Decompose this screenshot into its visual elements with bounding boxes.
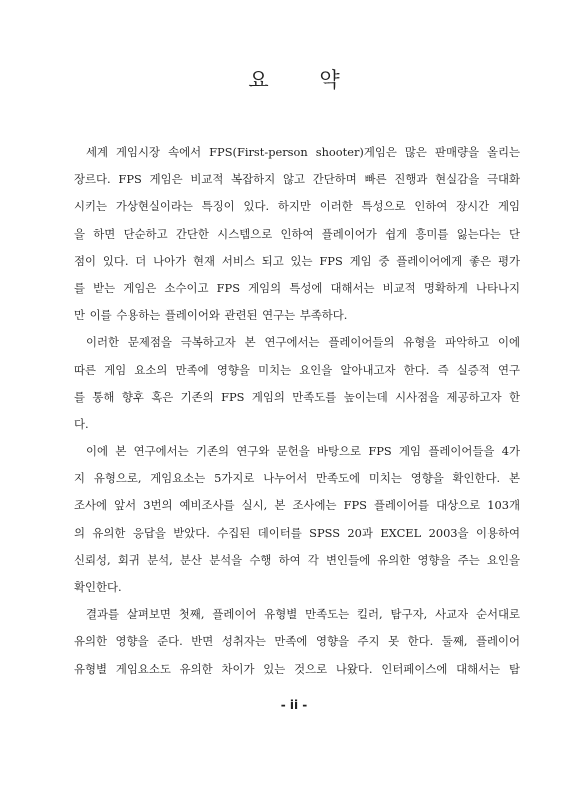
text-line: 신뢰성, 회귀 분석, 분산 분석을 수행 하여 각 변인들에 유의한 영향을 주는 요인을 bbox=[74, 552, 520, 567]
paragraph bbox=[74, 329, 520, 438]
text-line: 이에 본 연구에서는 기존의 연구와 문헌을 바탕으로 FPS 게임 플레이어들을 4가 bbox=[86, 444, 520, 459]
text-line: 지 유형으로, 게임요소는 5가지로 나누어서 만족도에 미치는 영향을 확인한다. 본 bbox=[74, 471, 520, 486]
text-line: 의 유의한 응답을 받았다. 수집된 데이터를 SPSS 20과 EXCEL 2003을 이용하여 bbox=[74, 525, 520, 540]
text-line: 점이 있다. 더 나아가 현재 서비스 되고 있는 FPS 게임 중 플레이어에게 좋은 평가 bbox=[74, 253, 520, 268]
text-line: 를 받는 게임은 소수이고 FPS 게임의 특성에 대해서는 비교적 명확하게 나타나지 bbox=[74, 280, 520, 295]
paragraph bbox=[74, 438, 520, 601]
text-line: 유의한 영향을 준다. 반면 성취자는 만족에 영향을 주지 못 한다. 둘째, 플레이어 bbox=[74, 634, 520, 649]
text-line: 확인한다. bbox=[74, 580, 122, 594]
text-line: 를 통해 향후 혹은 기존의 FPS 게임의 만족도를 높이는데 시사점을 제공하고자 한 bbox=[74, 389, 520, 404]
text-line: 이러한 문제점을 극복하고자 본 연구에서는 플레이어들의 유형을 파악하고 이에 bbox=[86, 335, 520, 350]
paragraph bbox=[74, 601, 520, 683]
paragraph bbox=[74, 139, 520, 329]
text-line: 결과를 살펴보면 첫째, 플레이어 유형별 만족도는 킬러, 탐구자, 사교자 순서대로 bbox=[86, 607, 520, 622]
text-line: 조사에 앞서 3번의 예비조사를 실시, 본 조사에는 FPS 플레이어를 대상으로 103개 bbox=[74, 498, 520, 513]
text-line: 유형별 게임요소도 유의한 차이가 있는 것으로 나왔다. 인터페이스에 대해서는 탐 bbox=[74, 661, 520, 676]
text-line: 시키는 가상현실이라는 특징이 있다. 하지만 이러한 특성으로 인하여 장시간 게임 bbox=[74, 199, 520, 214]
abstract-body bbox=[74, 139, 520, 683]
page-number: - ii - bbox=[280, 698, 308, 712]
page-title: 요 약 bbox=[248, 68, 362, 92]
text-line: 세계 게임시장 속에서 FPS(First-person shooter)게임은 많은 판매량을 올리는 bbox=[86, 145, 520, 159]
text-line: 장르다. FPS 게임은 비교적 복잡하지 않고 간단하며 빠른 진행과 현실감을 극대화 bbox=[74, 172, 520, 187]
text-line: 을 하면 단순하고 간단한 시스템으로 인하여 플레이어가 쉽게 흥미를 잃는다는 단 bbox=[74, 226, 520, 241]
text-line: 다. bbox=[74, 416, 89, 431]
text-line: 따른 게임 요소의 만족에 영향을 미치는 요인을 알아내고자 한다. 즉 실증적 연구 bbox=[74, 362, 520, 377]
text-line: 만 이를 수용하는 플레이어와 관련된 연구는 부족하다. bbox=[74, 308, 348, 323]
